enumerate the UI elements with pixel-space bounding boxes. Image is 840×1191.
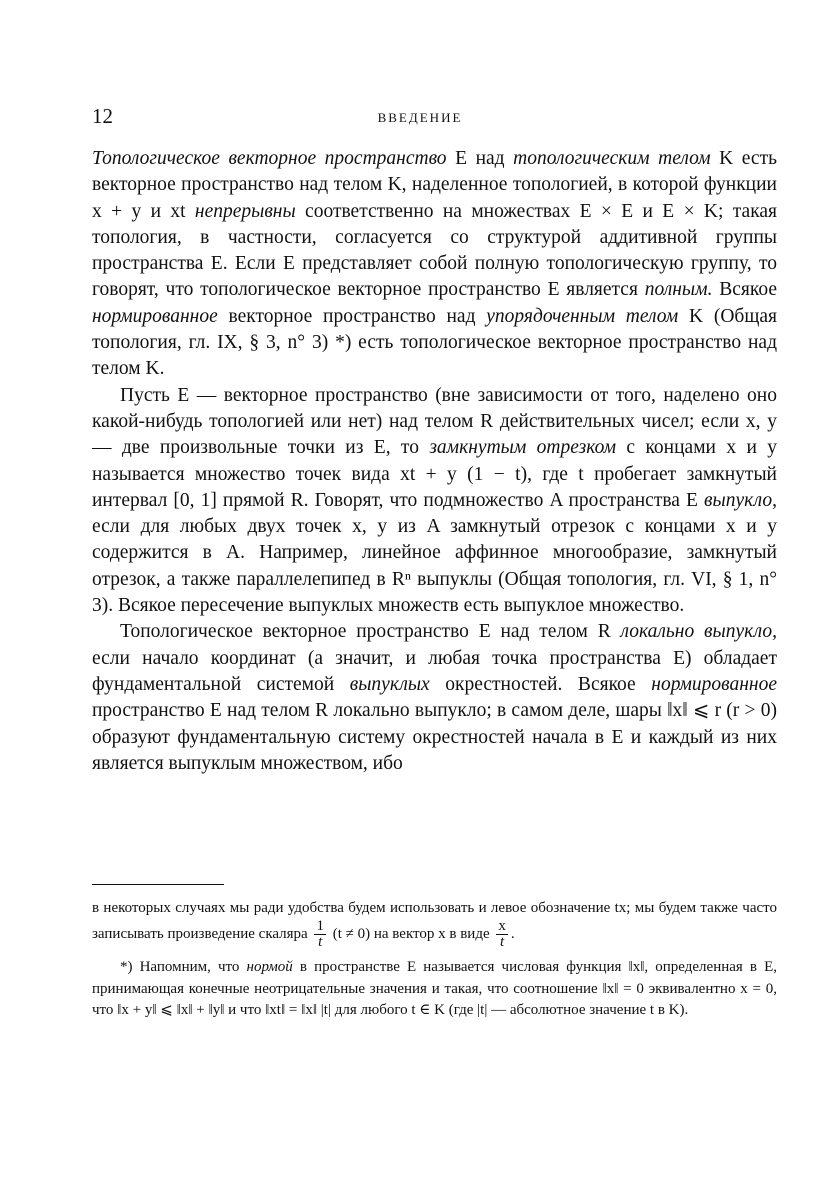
main-text	[92, 146, 777, 777]
text-run: если для любых двух точек x, y из A замкнутый отрезок с концами x и y содержится в A. Например, линейное аффинное многообразие, замкнутый отрезок, а также параллелепипед в Rⁿ выпуклы (Общая топология, гл. VI, § 1, n° 3). Всякое пересечение выпуклых множеств есть выпуклое множество.	[92, 516, 777, 617]
term-italic: Топологическое векторное пространство	[92, 148, 447, 169]
fraction-x-over-t	[496, 919, 508, 950]
text-run: *) Напомним, что	[120, 959, 247, 976]
term-italic: выпукло,	[704, 489, 777, 511]
text-run: K (Общая топология, гл. IX, § 3, n° 3) *) есть топологическое векторное пространство над телом K.	[92, 305, 777, 380]
fraction-numerator: x	[498, 918, 506, 935]
paragraph-3	[92, 619, 777, 777]
paragraph-2	[92, 383, 777, 620]
text-run: в некоторых случаях мы ради удобства будем использовать и левое обозначение tx; мы будем также часто записывать произведение скаляра	[92, 900, 777, 943]
term-italic: топологическим телом	[513, 148, 711, 169]
term-italic: выпуклых	[349, 673, 430, 695]
text-run: Пусть E — векторное пространство (вне зависимости от того, наделено оно какой-нибудь топологией или нет) над телом R действительных чисел; если x, y — две произвольные точки из E, то	[92, 384, 777, 459]
footnote-continuation	[92, 898, 777, 950]
fraction-denominator: t	[496, 934, 508, 950]
text-run: пространство E над телом R локально выпукло; в самом деле, шары ‖x‖ ⩽ r (r > 0) образуют фундаментальную систему окрестностей начала в E и каждый из них является выпуклым множеством, ибо	[92, 700, 777, 774]
term-italic: локально выпукло,	[620, 621, 777, 643]
term-italic: нормированное	[92, 305, 218, 327]
text-run: K есть векторное пространство над телом K, наделенное топологией, в которой функции x + y и xt	[92, 148, 777, 222]
footnote-norm	[92, 957, 777, 1021]
paragraph-1	[92, 146, 777, 383]
term-italic: нормой	[246, 959, 293, 976]
text-run: Всякое	[712, 279, 777, 301]
running-head: ВВЕДЕНИЕ	[377, 110, 463, 125]
term-italic: непрерывны	[194, 200, 296, 222]
footnote-divider	[92, 884, 224, 885]
text-run: Топологическое векторное пространство E над телом R	[120, 621, 621, 643]
text-run: E над	[446, 148, 514, 169]
page-number: 12	[92, 104, 113, 128]
text-run: с концами x и y называется множество точек вида xt + y (1 − t), где t пробегает замкнутый интервал [0, 1] прямой R. Говорят, что подмножество A пространства E	[92, 437, 777, 511]
text-run: (t ≠ 0) на вектор x в виде	[332, 926, 490, 943]
term-italic: замкнутым отрезком	[429, 437, 617, 459]
text-run: векторное пространство над	[217, 305, 487, 327]
text-run: соответственно на множествах E × E и E × K; такая топология, в частности, согласуется со структурой аддитивной группы пространства E. Если E представляет собой полную топологическую группу, то говорят, что топологическое векторное пространство E является	[92, 200, 777, 301]
term-italic: полным.	[644, 279, 713, 301]
text-run: окрестностей. Всякое	[429, 673, 652, 695]
text-run: в пространстве E называется числовая функция ‖x‖, определенная в E, принимающая конечные неотрицательные значения и такая, что соотношение ‖x‖ = 0 эквивалентно x = 0, что ‖x + y‖ ⩽ ‖x‖ + ‖y‖ и что ‖xt‖ = ‖x‖ |t| для любого t ∈ K (где |t| — абсолютное значение t в K).	[92, 959, 777, 1019]
fraction-denominator: t	[314, 934, 326, 950]
text-run: если начало координат (а значит, и любая точка пространства E) обладает фундаментальной системой	[92, 647, 777, 695]
term-italic: упорядоченным телом	[486, 305, 679, 327]
footnotes	[92, 898, 777, 1022]
fraction-numerator: 1	[316, 918, 324, 935]
term-italic: нормированное	[651, 673, 777, 695]
fraction-one-over-t	[314, 919, 326, 950]
text-run: .	[510, 926, 515, 943]
